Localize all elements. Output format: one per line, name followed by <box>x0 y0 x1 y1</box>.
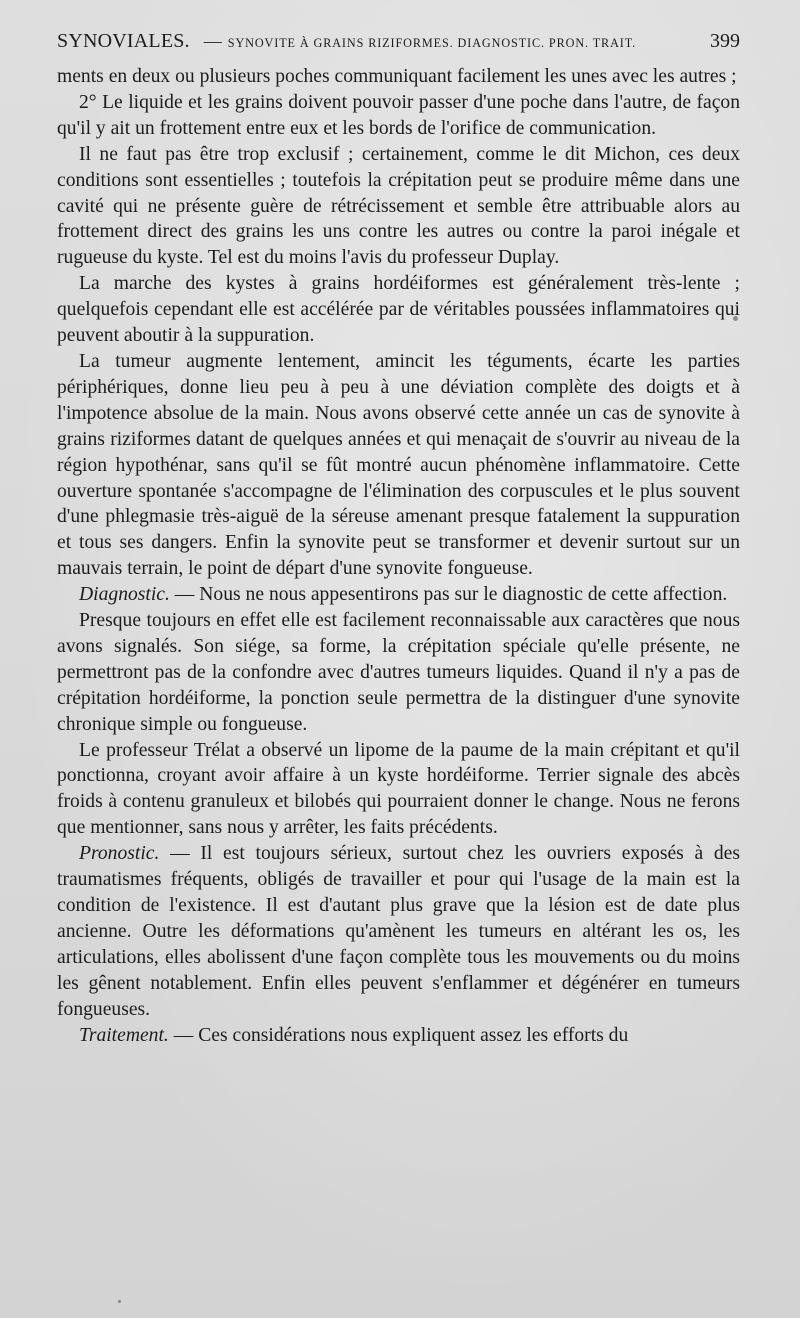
page-body <box>57 64 740 1048</box>
paragraph-reconnaissable: Presque toujours en effet elle est facilement reconnaissable aux caractères que nous avons signalés. Son siége, sa forme, la crépitation spéciale qu'elle présente, ne permettront pas de la confondre avec d'autres tumeurs liquides. Quand il n'y a pas de crépitation hordéiforme, la ponction seule permettra de la distinguer d'une synovite chronique simple ou fongueuse. <box>57 610 740 735</box>
section-title: SYNOVIALES. <box>57 30 190 52</box>
running-title: SYNOVITE À GRAINS RIZIFORMES. DIAGNOSTIC. PRON. TRAIT. <box>227 36 637 50</box>
paper-speck <box>118 1300 121 1303</box>
header-dash: — <box>203 31 222 51</box>
paragraph-tumeur: La tumeur augmente lentement, amincit les téguments, écarte les parties périphériques, donne lieu peu à peu à une déviation complète des doigts et à l'impotence absolue de la main. Nous avons observé cette année un cas de synovite à grains riziformes datant de quelques années et qui menaçait de s'ouvrir au niveau de la région hypothénar, sans qu'il se fût montré aucun phénomène inflammatoire. Cette ouverture spontanée s'accompagne de l'élimination des corpuscules et le plus souvent d'une phlegmasie très-aiguë de la séreuse amenant presque fatalement la suppuration et tous ses dangers. Enfin la synovite peut se transformer et devenir surtout sur un mauvais terrain, le point de départ d'une synovite fongueuse. <box>57 350 740 580</box>
paragraph-crepitation: Il ne faut pas être trop exclusif ; certainement, comme le dit Michon, ces deux conditions sont essentielles ; toutefois la crépitation peut se produire même dans une cavité qui ne présente guère de rétrécissement et semble être attribuable alors au frottement direct des grains les uns contre les autres ou contre la paroi inégale et rugueuse du kyste. Tel est du moins l'avis du professeur Duplay. <box>57 143 740 269</box>
paragraph-diagnostic <box>57 582 740 608</box>
traitement-heading: Traitement. <box>79 1024 169 1046</box>
paper-speck <box>733 316 738 321</box>
paragraph-pronostic <box>57 841 740 1022</box>
traitement-text: — Ces considérations nous expliquent assez les efforts du <box>168 1024 629 1046</box>
paragraph-trelat: Le professeur Trélat a observé un lipome de la paume de la main crépitant et qu'il ponctionna, croyant avoir affaire à un kyste hordéiforme. Terrier signale des abcès froids à contenu granuleux et bilobés qui pourraient donner le change. Nous ne ferons que mentionner, sans nous y arrêter, les faits précédents. <box>57 739 740 839</box>
paragraph-continuation: ments en deux ou plusieurs poches communiquant facilement les unes avec les autres ; <box>57 66 737 87</box>
diagnostic-heading: Diagnostic. <box>79 584 170 606</box>
paragraph-condition-2: 2° Le liquide et les grains doivent pouvoir passer d'une poche dans l'autre, de façon qu'il y ait un frottement entre eux et les bords de l'orifice de communication. <box>57 91 740 139</box>
pronostic-text: — Il est toujours sérieux, surtout chez les ouvriers exposés à des traumatismes fréquents, obligés de travailler et pour qui l'usage de la main est la condition de l'existence. Il est d'autant plus grave que la lésion est de date plus ancienne. Outre les déformations qu'amènent les tumeurs en altérant les os, les articulations, elles abolissent d'une façon complète tous les mouvements ou du moins les gênent notablement. Enfin elles peuvent s'enflammer et dégénérer en tumeurs fongueuses. <box>57 843 740 1020</box>
paragraph-traitement <box>57 1023 740 1049</box>
paragraph-marche: La marche des kystes à grains hordéiformes est généralement très-lente ; quelquefois cependant elle est accélérée par de véritables poussées inflammatoires qui peuvent aboutir à la suppuration. <box>57 273 740 347</box>
pronostic-heading: Pronostic. <box>79 843 160 865</box>
page-number: 399 <box>710 30 740 52</box>
running-header <box>57 30 740 60</box>
diagnostic-text: — Nous ne nous appesentirons pas sur le diagnostic de cette affection. <box>169 584 728 606</box>
